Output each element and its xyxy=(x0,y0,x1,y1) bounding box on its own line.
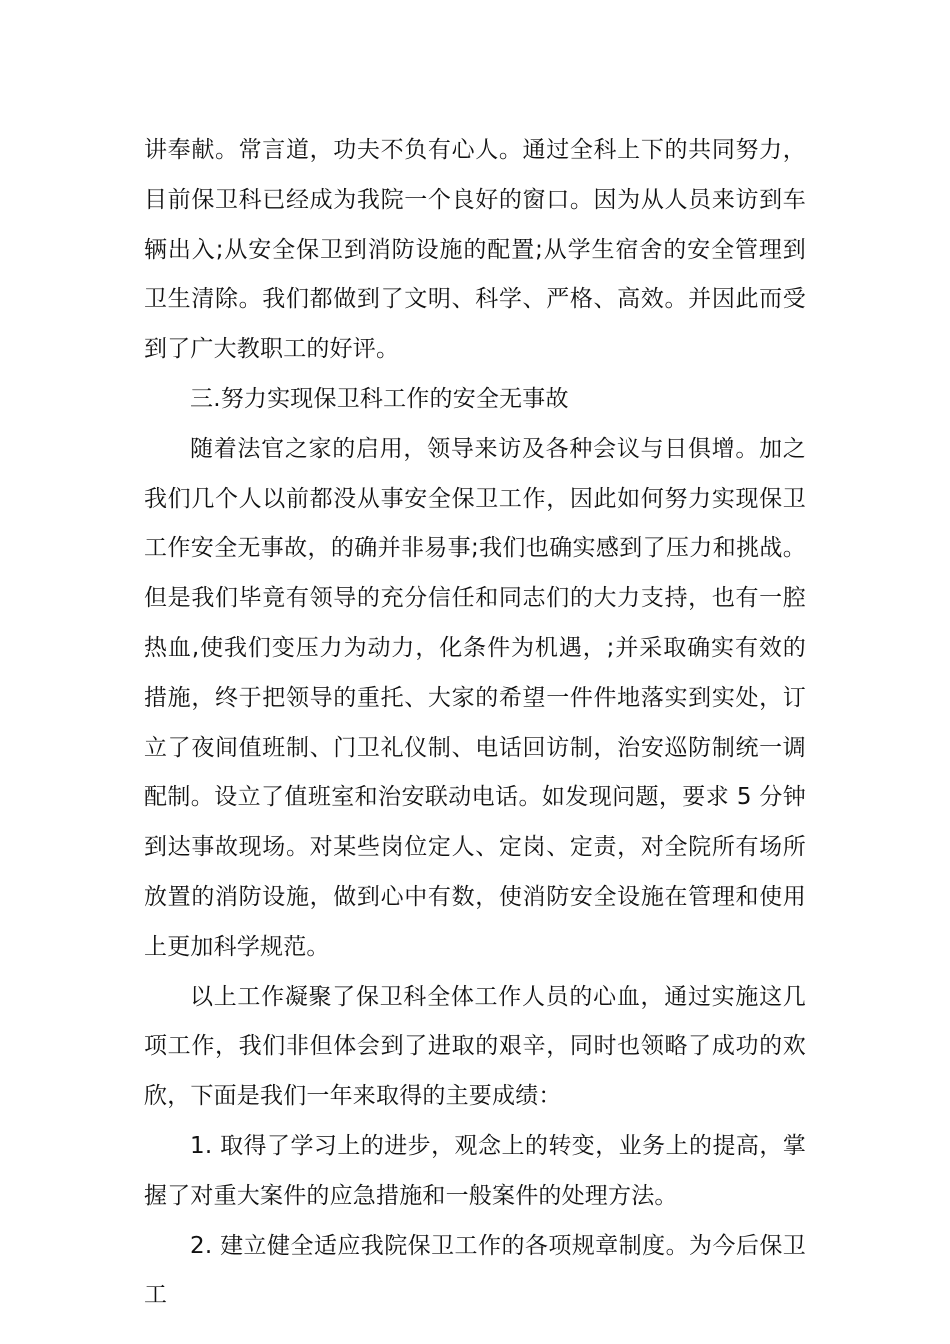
paragraph-continuation: 讲奉献。常言道，功夫不负有心人。通过全科上下的共同努力，目前保卫科已经成为我院一个良好的窗口。因为从人员来访到车辆出入;从安全保卫到消防设施的配置;从学生宿舍的安全管理到卫生清除。我们都做到了文明、科学、严格、高效。并因此而受到了广大教职工的好评。 xyxy=(144,137,806,363)
document-body xyxy=(144,126,806,1321)
paragraph-safety-measures: 随着法官之家的启用，领导来访及各种会议与日俱增。加之我们几个人以前都没从事安全保卫工作，因此如何努力实现保卫工作安全无事故，的确并非易事;我们也确实感到了压力和挑战。但是我们毕竟有领导的充分信任和同志们的大力支持，也有一腔热血,使我们变压力为动力，化条件为机遇，;并采取确实有效的措施，终于把领导的重托、大家的希望一件件地落实到实处，订立了夜间值班制、门卫礼仪制、电话回访制，治安巡防制统一调配制。设立了值班室和治安联动电话。如发现问题，要求 5 分钟到达事故现场。对某些岗位定人、定岗、定责，对全院所有场所放置的消防设施，做到心中有数，使消防安全设施在管理和使用上更加科学规范。 xyxy=(144,435,806,960)
section-heading-three: 三.努力实现保卫科工作的安全无事故 xyxy=(190,385,569,412)
list-item-achievement-2: 2. 建立健全适应我院保卫工作的各项规章制度。为今后保卫工 xyxy=(144,1232,806,1309)
list-item-achievement-1: 1. 取得了学习上的进步，观念上的转变，业务上的提高，掌握了对重大案件的应急措施和一般案件的处理方法。 xyxy=(144,1132,806,1209)
paragraph-achievements-intro: 以上工作凝聚了保卫科全体工作人员的心血，通过实施这几项工作，我们非但体会到了进取的艰辛，同时也领略了成功的欢欣，下面是我们一年来取得的主要成绩： xyxy=(144,983,806,1110)
